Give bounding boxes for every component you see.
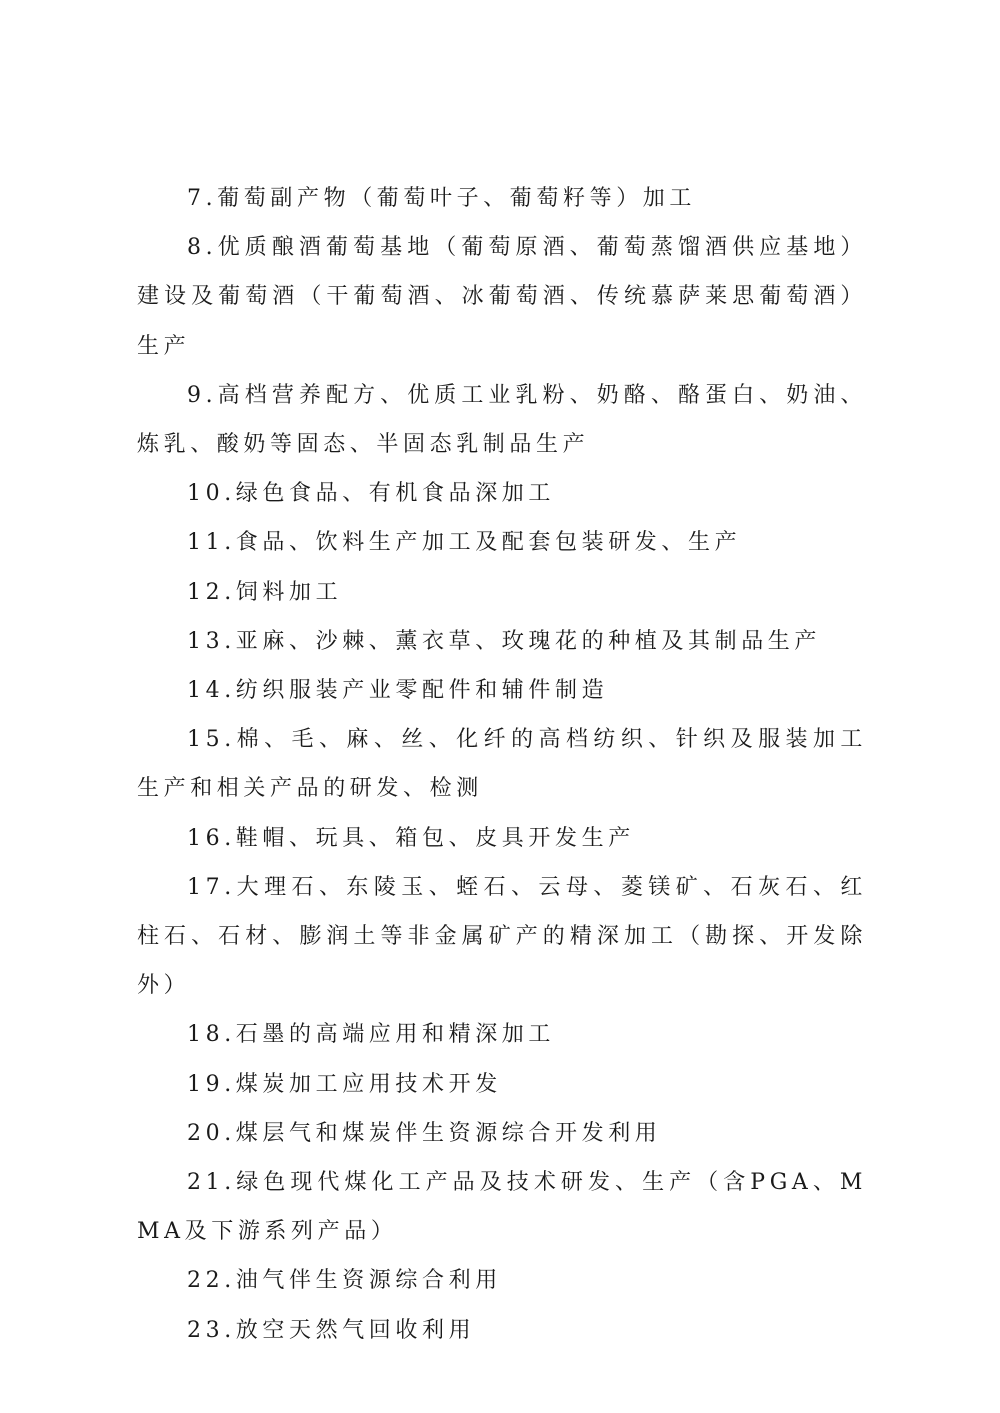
list-item: 11.食品、饮料生产加工及配套包装研发、生产 bbox=[187, 530, 742, 556]
list-item: 20.煤层气和煤炭伴生资源综合开发利用 bbox=[187, 1120, 662, 1146]
list-item: 16.鞋帽、玩具、箱包、皮具开发生产 bbox=[187, 825, 635, 851]
list-item: 15.棉、毛、麻、丝、化纤的高档纺织、针织及服装加工生产和相关产品的研发、检测 bbox=[137, 727, 867, 802]
list-item: 17.大理石、东陵玉、蛭石、云母、菱镁矿、石灰石、红柱石、石材、膨润土等非金属矿产的精深加工（勘探、开发除外） bbox=[137, 874, 867, 999]
list-item: 8.优质酿酒葡萄基地（葡萄原酒、葡萄蒸馏酒供应基地）建设及葡萄酒（干葡萄酒、冰葡萄酒、传统慕萨莱思葡萄酒）生产 bbox=[137, 235, 867, 359]
document-body bbox=[137, 174, 867, 1355]
list-item: 10.绿色食品、有机食品深加工 bbox=[187, 481, 555, 507]
list-item: 19.煤炭加工应用技术开发 bbox=[187, 1071, 502, 1097]
list-item: 14.纺织服装产业零配件和辅件制造 bbox=[187, 678, 609, 704]
list-item: 9.高档营养配方、优质工业乳粉、奶酪、酪蛋白、奶油、炼乳、酸奶等固态、半固态乳制品生产 bbox=[137, 382, 867, 458]
list-item: 21.绿色现代煤化工产品及技术研发、生产（含PGA、MMA及下游系列产品） bbox=[137, 1170, 867, 1245]
list-item: 23.放空天然气回收利用 bbox=[187, 1317, 476, 1343]
list-item: 13.亚麻、沙棘、薰衣草、玫瑰花的种植及其制品生产 bbox=[187, 628, 821, 654]
list-item: 12.饲料加工 bbox=[187, 579, 343, 605]
list-item: 7.葡萄副产物（葡萄叶子、葡萄籽等）加工 bbox=[187, 186, 696, 211]
list-item: 18.石墨的高端应用和精深加工 bbox=[187, 1022, 555, 1048]
list-item: 22.油气伴生资源综合利用 bbox=[187, 1268, 502, 1294]
